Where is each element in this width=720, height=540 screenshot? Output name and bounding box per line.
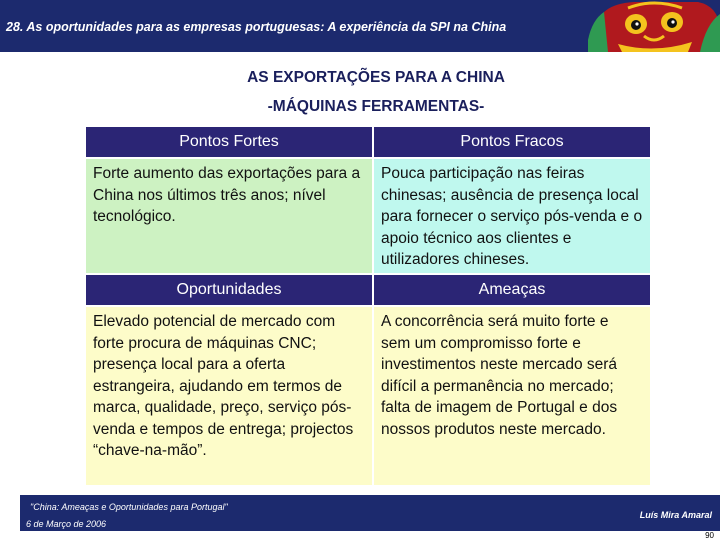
footer-banner	[20, 495, 720, 531]
threats-text: A concorrência será muito forte e sem um compromisso forte e investimentos neste mercado será difícil a permanência no mercado; falta de imagem de Portugal e dos nossos produtos neste mercado.	[374, 307, 650, 485]
footer-date: 6 de Março de 2006	[26, 519, 107, 529]
slide-title: AS EXPORTAÇÕES PARA A CHINA	[247, 69, 505, 86]
chinese-lion-mask-icon	[588, 0, 720, 52]
swot-table	[86, 127, 650, 485]
footer-reference: "China: Ameaças e Oportunidades para Portugal"	[30, 502, 228, 512]
strengths-text: Forte aumento das exportações para a China nos últimos três anos; nível tecnológico.	[86, 159, 372, 273]
strengths-heading: Pontos Fortes	[86, 127, 372, 157]
opportunities-heading: Oportunidades	[86, 275, 372, 305]
footer-author: Luís Mira Amaral	[639, 510, 712, 520]
header-title: 28. As oportunidades para as empresas portuguesas: A experiência da SPI na China	[6, 20, 507, 34]
opportunities-text: Elevado potencial de mercado com forte procura de máquinas CNC; presença local para a oferta estrangeira, ajudando em termos de marca, qualidade, preço, serviço pós-venda e tempos de entrega; projectos “chave-na-mão”.	[86, 307, 372, 485]
weaknesses-text: Pouca participação nas feiras chinesas; ausência de presença local para fornecer o serviço pós-venda e o apoio técnico aos clientes e utilizadores chineses.	[374, 159, 650, 273]
slide-subtitle: -MÁQUINAS FERRAMENTAS-	[267, 98, 485, 115]
page-number: 90	[705, 531, 714, 540]
header-banner	[0, 0, 720, 52]
weaknesses-heading: Pontos Fracos	[374, 127, 650, 157]
threats-heading: Ameaças	[374, 275, 650, 305]
